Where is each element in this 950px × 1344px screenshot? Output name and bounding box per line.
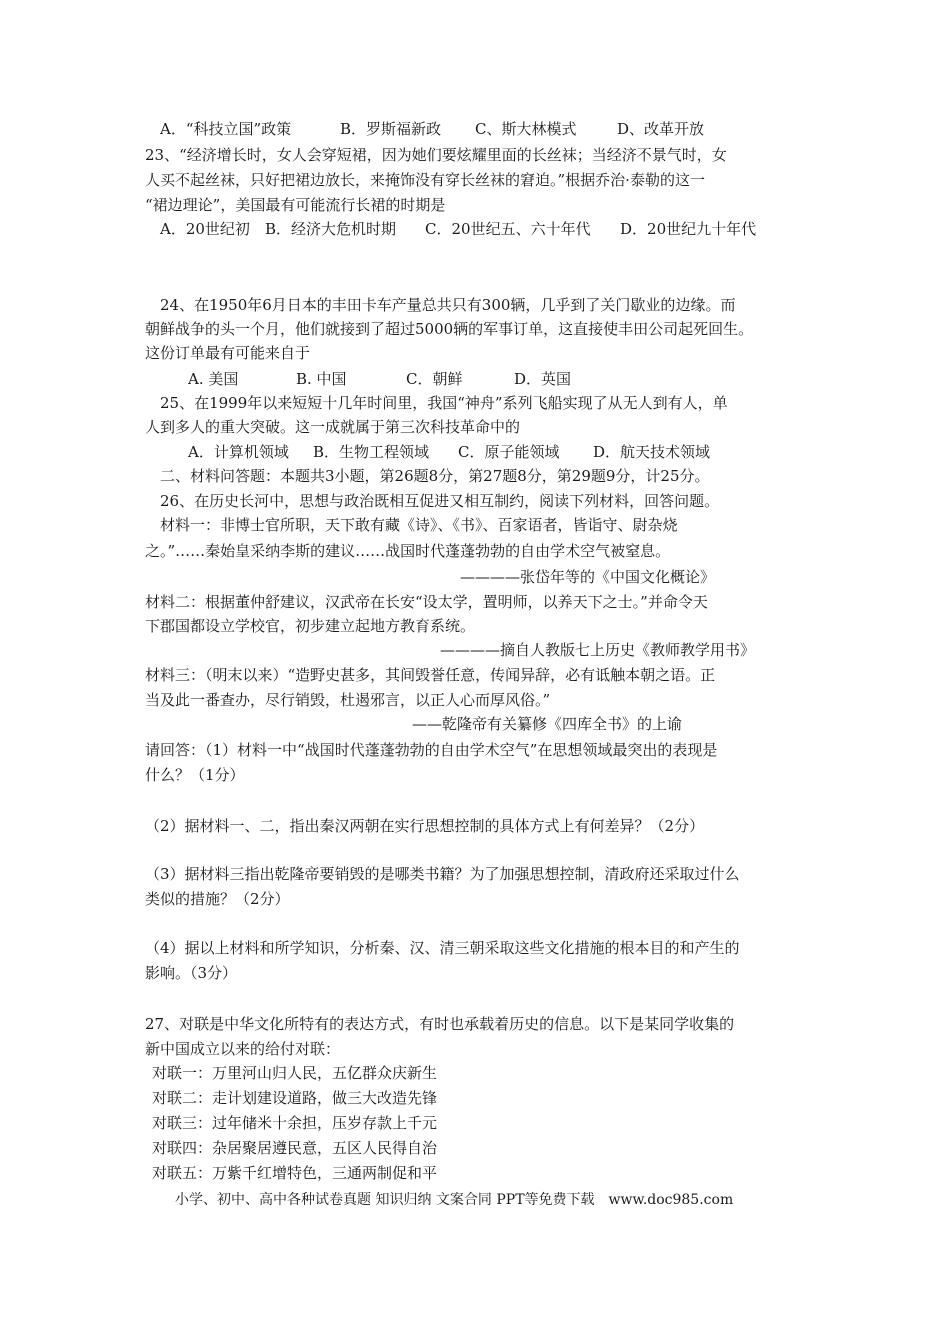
q22-option-a: A．“科技立国”政策 xyxy=(160,120,292,138)
q27-couplet-5: 对联五：万紫千红增特色，三通两制促和平 xyxy=(152,1164,438,1182)
q26-material3-line2: 当及此一番查办，尽行销毁，杜遏邪言，以正人心而厚风俗。” xyxy=(145,691,551,709)
q26-material3-source: ——乾隆帝有关纂修《四库全书》的上谕 xyxy=(412,715,683,733)
q27-couplet-2: 对联二：走计划建设道路，做三大改造先锋 xyxy=(152,1089,438,1107)
q26-material3-line1: 材料三：（明末以来）“造野史甚多，其间毁誉任意，传闻异辞，必有诋触本朝之语。正 xyxy=(145,666,716,684)
q26-material1-source: ————张岱年等的《中国文化概论》 xyxy=(460,568,716,586)
q27-couplet-1: 对联一：万里河山归人民，五亿群众庆新生 xyxy=(152,1064,438,1082)
q26-question4-line2: 影响。（3分） xyxy=(145,964,238,982)
q22-option-d: D、改革开放 xyxy=(617,120,705,138)
q25-option-d: D．航天技术领域 xyxy=(593,443,711,461)
q25-option-c: C．原子能领域 xyxy=(458,443,560,461)
q26-question1-line1: 请回答：（1）材料一中“战国时代蓬蓬勃勃的自由学术空气”在思想领域最突出的表现是 xyxy=(145,741,718,759)
q26-intro: 26、在历史长河中，思想与政治既相互促进又相互制约，阅读下列材料，回答问题。 xyxy=(160,492,720,510)
q25-options xyxy=(188,441,710,463)
q26-question1-line2: 什么？（1分） xyxy=(145,766,245,784)
q24-option-b: B. 中国 xyxy=(296,370,347,388)
q24-options xyxy=(188,368,571,390)
q24-line1: 24、在1950年6月日本的丰田卡车产量总共只有300辆，几乎到了关门歇业的边缘。而 xyxy=(160,296,736,314)
q24-option-a: A. 美国 xyxy=(188,370,239,388)
q24-line2: 朝鲜战争的头一个月，他们就接到了超过5000辆的军事订单，这直接使丰田公司起死回生。 xyxy=(145,320,754,338)
q27-line2: 新中国成立以来的给付对联： xyxy=(145,1040,341,1058)
q26-question2: （2）据材料一、二，指出秦汉两朝在实行思想控制的具体方式上有何差异？（2分） xyxy=(145,817,705,835)
q26-material2-line1: 材料二：根据董仲舒建议，汉武帝在长安“设太学，置明师，以养天下之士。”并命令天 xyxy=(145,593,708,611)
page-footer: 小学、初中、高中各种试卷真题 知识归纳 文案合同 PPT等免费下载 www.doc985.com xyxy=(175,1192,734,1208)
q25-option-b: B．生物工程领域 xyxy=(313,443,430,461)
q25-line1: 25、在1999年以来短短十几年时间里，我国“神舟”系列飞船实现了从无人到有人，单 xyxy=(160,394,728,412)
q23-option-b: B．经济大危机时期 xyxy=(265,220,397,238)
q27-couplet-3: 对联三：过年储米十余担，压岁存款上千元 xyxy=(152,1114,438,1132)
q23-line3: “裙边理论”，美国最有可能流行长裙的时期是 xyxy=(145,196,446,214)
q23-line1: 23、“经济增长时，女人会穿短裙，因为她们要炫耀里面的长丝袜；当经济不景气时，女 xyxy=(145,146,727,164)
q27-couplet-4: 对联四：杂居聚居遵民意，五区人民得自治 xyxy=(152,1139,438,1157)
q24-option-c: C．朝鲜 xyxy=(406,370,463,388)
q24-line3: 这份订单最有可能来自于 xyxy=(145,344,311,362)
q24-option-d: D．英国 xyxy=(514,370,572,388)
q26-material1-line2: 之。”……秦始皇采纳李斯的建议……战国时代蓬蓬勃勃的自由学术空气被窒息。 xyxy=(145,542,671,560)
q23-option-d: D．20世纪九十年代 xyxy=(620,220,757,238)
q27-line1: 27、对联是中华文化所特有的表达方式，有时也承载着历史的信息。以下是某同学收集的 xyxy=(145,1015,735,1033)
q23-options xyxy=(160,218,756,240)
q23-option-c: C．20世纪五、六十年代 xyxy=(425,220,591,238)
q23-line2: 人买不起丝袜，只好把裙边放长，来掩饰没有穿长丝袜的窘迫。”根据乔治·泰勒的这一 xyxy=(145,171,705,189)
q23-option-a: A．20世纪初 xyxy=(160,220,250,238)
q26-question3-line2: 类似的措施？（2分） xyxy=(145,890,290,908)
q22-option-c: C、斯大林模式 xyxy=(475,120,577,138)
q25-line2: 人到多人的重大突破。这一成就属于第三次科技革命中的 xyxy=(145,418,521,436)
q22-options xyxy=(160,118,704,140)
q26-material2-source: ————摘自人教版七上历史《教师教学用书》 xyxy=(440,641,756,659)
q26-question4-line1: （4）据以上材料和所学知识，分析秦、汉、清三朝采取这些文化措施的根本目的和产生的 xyxy=(145,939,740,957)
section2-heading: 二、材料问答题：本题共3小题，第26题8分，第27题8分，第29题9分，计25分。 xyxy=(160,467,710,485)
q25-option-a: A．计算机领域 xyxy=(188,443,289,461)
q22-option-b: B．罗斯福新政 xyxy=(340,120,442,138)
q26-question3-line1: （3）据材料三指出乾隆帝要销毁的是哪类书籍？为了加强思想控制，清政府还采取过什么 xyxy=(145,865,740,883)
q26-material1-line1: 材料一：非博士官所职，天下敢有藏《诗》、《书》、百家语者，皆诣守、尉杂烧 xyxy=(160,516,678,534)
q26-material2-line2: 下郡国都设立学校官，初步建立起地方教育系统。 xyxy=(145,617,476,635)
